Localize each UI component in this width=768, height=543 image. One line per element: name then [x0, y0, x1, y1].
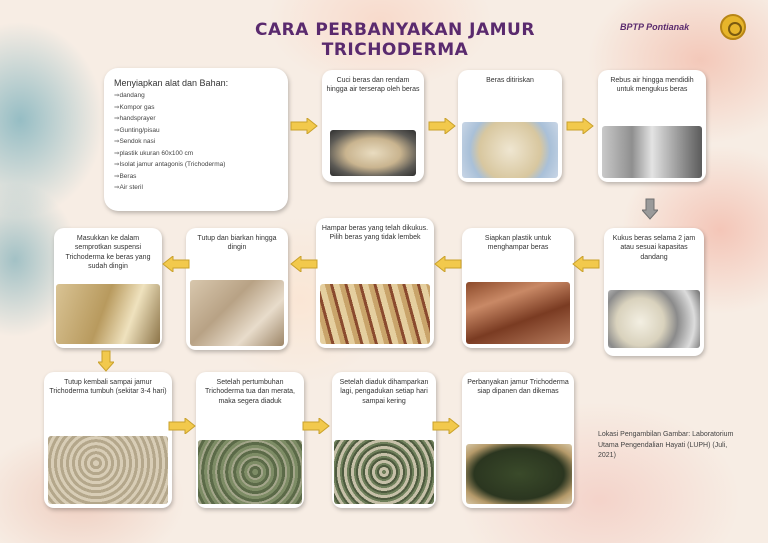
step-wash-text: Cuci beras dan rendam hingga air terserap oleh beras — [326, 77, 420, 94]
boiling-pot-photo — [602, 126, 702, 178]
step-drain-text: Beras ditiriskan — [486, 77, 534, 84]
materials-item: ⇒ Gunting/pisau — [114, 125, 278, 137]
step-close-text: Tutup kembali sampai jamur Trichoderma tumbuh (sekitar 3-4 hari) — [49, 379, 167, 396]
source-note: Lokasi Pengambilan Gambar: Laboratorium Utama Pengendalian Hayati (LUPH) (Juli, 2021) — [598, 431, 734, 459]
rice-soak-photo — [330, 130, 416, 176]
steamed-rice-photo — [608, 290, 700, 348]
materials-item: ⇒ dandang — [114, 90, 278, 102]
step-boil-text: Rebus air hingga mendidih untuk mengukus beras — [610, 77, 694, 94]
materials-title: Menyiapkan alat dan Bahan: — [114, 78, 229, 88]
mixed-spread-photo — [334, 440, 434, 504]
covered-growth-photo — [48, 436, 168, 504]
step-spread-text: Hampar beras yang telah dikukus. Pilih beras yang tidak lembek — [321, 225, 429, 242]
arrow-right-icon — [302, 418, 330, 434]
brand-name: BPTP Pontianak — [620, 22, 690, 32]
arrow-left-icon — [572, 256, 600, 272]
arrow-left-icon — [162, 256, 190, 272]
arrow-left-icon — [434, 256, 462, 272]
spraying-photo — [56, 284, 160, 344]
step-spray-text: Masukkan ke dalam semprotkan suspensi Trichoderma ke beras yang sudah dingin — [65, 235, 151, 271]
bptp-logo-icon — [720, 14, 746, 40]
materials-item: ⇒ Kompor gas — [114, 102, 278, 114]
materials-item: ⇒ handsprayer — [114, 113, 278, 125]
materials-item: ⇒ plastik ukuran 60x100 cm — [114, 148, 278, 160]
green-growth-photo — [198, 440, 302, 504]
step-harvest-text: Perbanyakan jamur Trichoderma siap dipanen dan dikemas — [467, 379, 569, 396]
plastic-sheet-photo — [466, 282, 570, 344]
materials-item: ⇒ Beras — [114, 171, 278, 183]
materials-item: ⇒ Air steril — [114, 182, 278, 194]
materials-item: ⇒ Isolat jamur antagonis (Trichoderma) — [114, 159, 278, 171]
arrow-down-icon — [642, 198, 658, 220]
materials-list — [114, 90, 278, 194]
step-steam-text: Kukus beras selama 2 jam atau sesuai kapasitas dandang — [612, 235, 696, 261]
arrow-right-icon — [428, 118, 456, 134]
arrow-left-icon — [290, 256, 318, 272]
step-plastic-text: Siapkan plastik untuk menghampar beras — [484, 235, 552, 252]
arrow-right-icon — [168, 418, 196, 434]
arrow-right-icon — [290, 118, 318, 134]
step-cover-text: Tutup dan biarkan hingga dingin — [197, 235, 277, 252]
arrow-right-icon — [432, 418, 460, 434]
covered-rice-photo — [190, 280, 284, 346]
step-mix-text: Setelah pertumbuhan Trichoderma tua dan merata, maka segera diaduk — [204, 379, 295, 405]
spread-rice-photo — [320, 284, 430, 344]
arrow-right-icon — [566, 118, 594, 134]
harvest-photo — [466, 444, 572, 504]
step-respread-text: Setelah diaduk dihamparkan lagi, pengadukan setiap hari sampai kering — [339, 379, 429, 405]
arrow-down-icon — [98, 350, 114, 372]
materials-item: ⇒ Sendok nasi — [114, 136, 278, 148]
materials-card — [104, 68, 288, 211]
drained-rice-photo — [462, 122, 558, 178]
page-title: CARA PERBANYAKAN JAMUR TRICHODERMA — [255, 20, 535, 60]
